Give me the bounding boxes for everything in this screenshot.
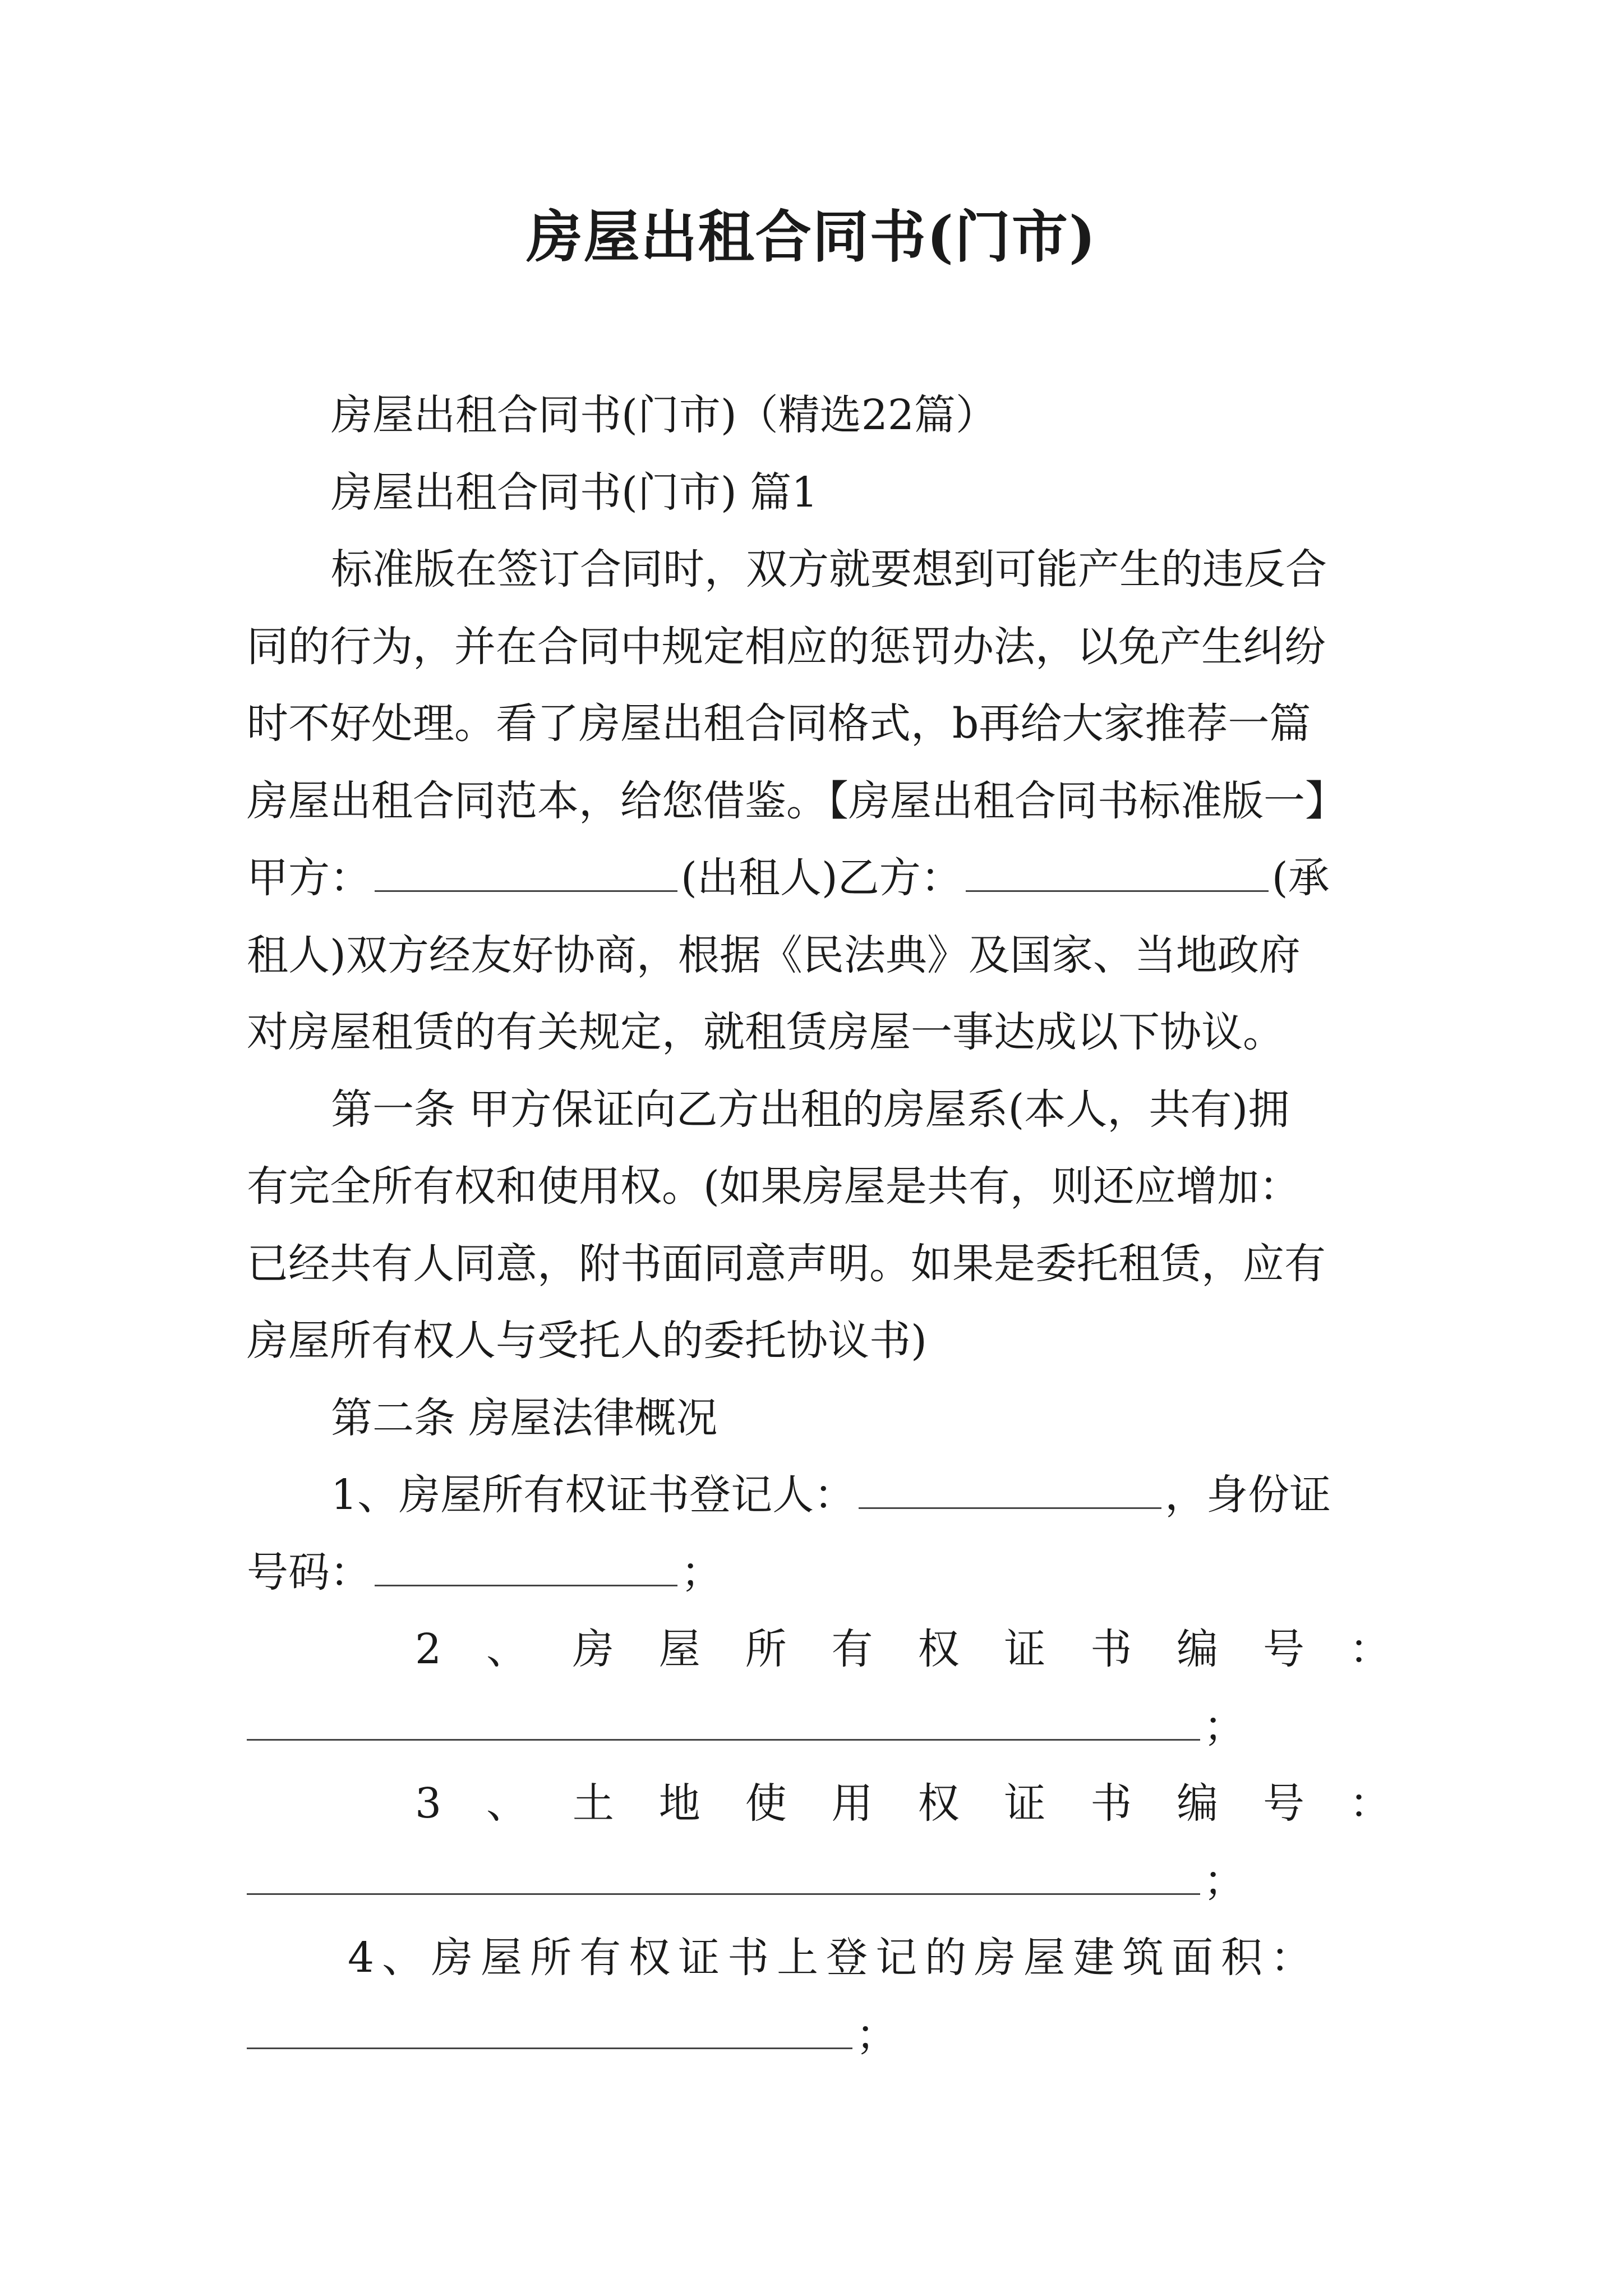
item2-char: 所 — [745, 1625, 787, 1673]
item2-char: 编 — [1177, 1625, 1219, 1673]
article2-item1-line1 — [331, 1467, 1391, 1523]
intro-line-2: 同的行为，并在合同中规定相应的惩罚办法，以免产生纠纷 — [247, 623, 1326, 671]
item1-end: ； — [681, 1548, 722, 1596]
intro-line-4: 房屋出租合同范本，给您借鉴。【房屋出租合同书标准版一】 — [247, 777, 1347, 825]
article2-item4-line2 — [247, 2007, 1391, 2063]
item3-char: 书 — [1090, 1779, 1132, 1828]
article2-item3-line1 — [415, 1775, 1391, 1832]
item3-char: 用 — [831, 1779, 873, 1828]
item1-label: 1、房屋所有权证书登记人： — [331, 1471, 856, 1519]
intro-line-3: 时不好处理。看了房屋出租合同格式，b再给大家推荐一篇 — [247, 700, 1311, 748]
item3-char: 3 — [415, 1779, 442, 1828]
lessee-label-start: (承 — [1271, 854, 1330, 902]
article2-item2-line1 — [415, 1621, 1391, 1677]
item3-char: 地 — [658, 1779, 700, 1828]
deed-number-blank — [247, 1700, 1200, 1741]
article-heading: 房屋出租合同书(门市) 篇1 — [331, 468, 818, 517]
item3-char: 证 — [1004, 1779, 1046, 1828]
id-number-label: 号码： — [247, 1548, 371, 1596]
article2-item4-line1: 4、房屋所有权证书上登记的房屋建筑面积： — [348, 1934, 1320, 1982]
item2-char: 号 — [1263, 1625, 1304, 1673]
building-area-blank — [247, 2008, 852, 2049]
party-a-label: 甲方： — [247, 854, 371, 902]
article2-item1-line2 — [247, 1544, 1391, 1600]
id-number-blank — [375, 1545, 677, 1586]
intro-line-1: 标准版在签订合同时，双方就要想到可能产生的违反合 — [331, 545, 1327, 593]
item2-char: 权 — [917, 1625, 960, 1673]
registrant-blank — [859, 1468, 1161, 1509]
article1-line-1: 第一条 甲方保证向乙方出租的房屋系(本人，共有)拥 — [331, 1085, 1290, 1134]
item3-char: 使 — [745, 1779, 787, 1828]
party-b-blank — [966, 851, 1269, 892]
item2-char: 2 — [415, 1625, 442, 1673]
intro-line-7: 对房屋租赁的有关规定，就租赁房屋一事达成以下协议。 — [247, 1008, 1284, 1056]
party-b-label: (出租人)乙方： — [681, 854, 962, 902]
item3-char: 号 — [1263, 1779, 1304, 1828]
article2-heading: 第二条 房屋法律概况 — [331, 1394, 718, 1442]
item3-char: 权 — [917, 1779, 960, 1828]
item2-char: 有 — [831, 1625, 873, 1673]
item2-char: 证 — [1004, 1625, 1046, 1673]
item3-char: 土 — [572, 1779, 614, 1828]
article1-line-2: 有完全所有权和使用权。(如果房屋是共有，则还应增加： — [247, 1162, 1301, 1211]
article2-item3-line2 — [247, 1853, 1391, 1909]
collection-heading: 房屋出租合同书(门市)（精选22篇） — [331, 391, 997, 439]
item1-id-label: ，身份证 — [1165, 1471, 1331, 1519]
item2-char: 书 — [1090, 1625, 1132, 1673]
item2-char: ： — [1349, 1625, 1391, 1673]
item3-char: 编 — [1177, 1779, 1219, 1828]
item3-end: ； — [1204, 1857, 1245, 1905]
item2-char: 、 — [486, 1625, 528, 1673]
item2-char: 屋 — [658, 1625, 700, 1673]
intro-line-5 — [247, 850, 1391, 906]
item3-char: 、 — [486, 1779, 528, 1828]
item4-end: ； — [856, 2011, 897, 2059]
article1-line-3: 已经共有人同意，附书面同意声明。如果是委托租赁，应有 — [247, 1240, 1326, 1288]
item3-char: ： — [1349, 1779, 1391, 1828]
article2-item2-line2 — [247, 1699, 1391, 1755]
item2-end: ； — [1204, 1703, 1245, 1751]
article1-line-4: 房屋所有权人与受托人的委托协议书) — [247, 1317, 927, 1365]
land-cert-number-blank — [247, 1854, 1200, 1895]
document-title: 房屋出租合同书(门市) — [526, 204, 1097, 270]
intro-line-6: 租人)双方经友好协商，根据《民法典》及国家、当地政府 — [247, 931, 1301, 979]
party-a-blank — [375, 851, 677, 892]
item2-char: 房 — [572, 1625, 614, 1673]
